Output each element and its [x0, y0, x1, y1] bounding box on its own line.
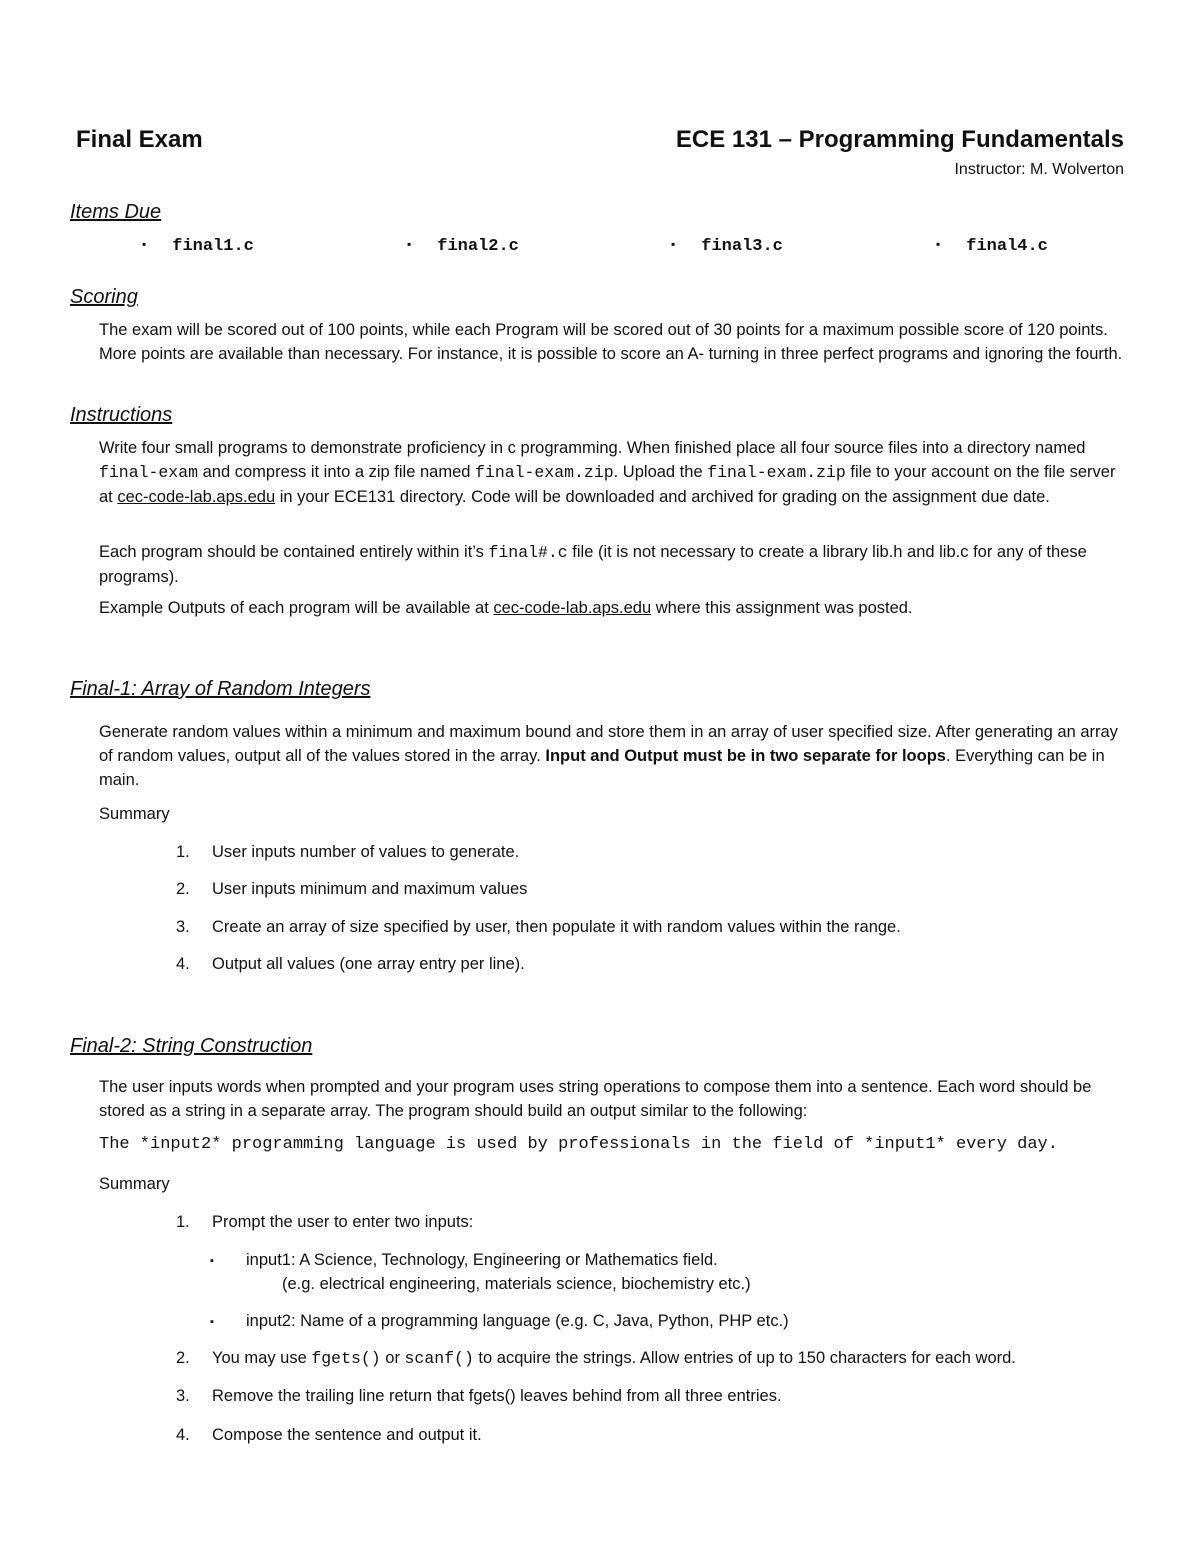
final1-heading: Final-1: Array of Random Integers [70, 678, 371, 700]
final1-summary-label: Summary [99, 805, 170, 823]
instructions-heading: Instructions [70, 404, 173, 426]
course-title: ECE 131 – Programming Fundamentals [675, 126, 1124, 153]
bullet-icon: ▪ [210, 1316, 214, 1328]
due-item-final1: ▪ final1.c [142, 237, 254, 256]
document-header [76, 126, 1124, 186]
instructions-paragraph-2: Each program should be contained entirely within it’s final#.c file (it is not necessary to create a library lib.h and lib.c for any of these programs). [99, 543, 1087, 586]
exam-title: Final Exam [76, 126, 203, 153]
bullet-icon: ▪ [142, 237, 147, 251]
code-lab-link[interactable]: cec-code-lab.aps.edu [117, 488, 276, 506]
bullet-icon: ▪ [671, 237, 676, 251]
items-due-heading: Items Due [70, 201, 162, 223]
due-item-final2: ▪ final2.c [407, 237, 519, 256]
due-item-final3: ▪ final3.c [671, 237, 783, 256]
bullet-icon: ▪ [936, 237, 941, 251]
final2-summary-label: Summary [99, 1175, 170, 1193]
items-due-list [70, 235, 1124, 261]
final2-description: The user inputs words when prompted and your program uses string operations to compose them into a sentence. Each word should be stored as a string in a separate array. The program should build an output similar to the following: [99, 1078, 1092, 1120]
due-item-final4: ▪ final4.c [936, 237, 1048, 256]
final2-heading: Final-2: String Construction [70, 1035, 313, 1057]
instructions-paragraph-3: Example Outputs of each program will be available at cec-code-lab.aps.edu where this assignment was posted. [99, 599, 913, 617]
instructor-name: Instructor: M. Wolverton [954, 161, 1124, 178]
scoring-text: The exam will be scored out of 100 points, while each Program will be scored out of 30 points for a maximum possible score of 120 points. More points are available than necessary. For instance, it is possible to score an A- turning in three perfect programs and ignoring the fourth. [99, 321, 1123, 363]
instructions-paragraph-1: Write four small programs to demonstrate proficiency in c programming. When finished place all four source files into a directory named final-exam and compress it into a zip file named final-exam.zip. Upload the final-exam.zip file to your account on the file server at cec-code-lab.aps.edu in your ECE131 directory. Code will be downloaded and archived for grading on the assignment due date. [99, 439, 1116, 506]
final1-description: Generate random values within a minimum and maximum bound and store them in an array of user specified size. After generating an array of random values, output all of the values stored in the array. Input and Output must be in two separate for loops. Everything can be in main. [99, 723, 1118, 789]
bullet-icon: ▪ [210, 1255, 214, 1267]
example-output-code: The *input2* programming language is used by professionals in the field of *input1* every day. [99, 1135, 1058, 1154]
bullet-icon: ▪ [407, 237, 412, 251]
code-lab-link[interactable]: cec-code-lab.aps.edu [493, 599, 652, 617]
scoring-heading: Scoring [70, 286, 138, 308]
